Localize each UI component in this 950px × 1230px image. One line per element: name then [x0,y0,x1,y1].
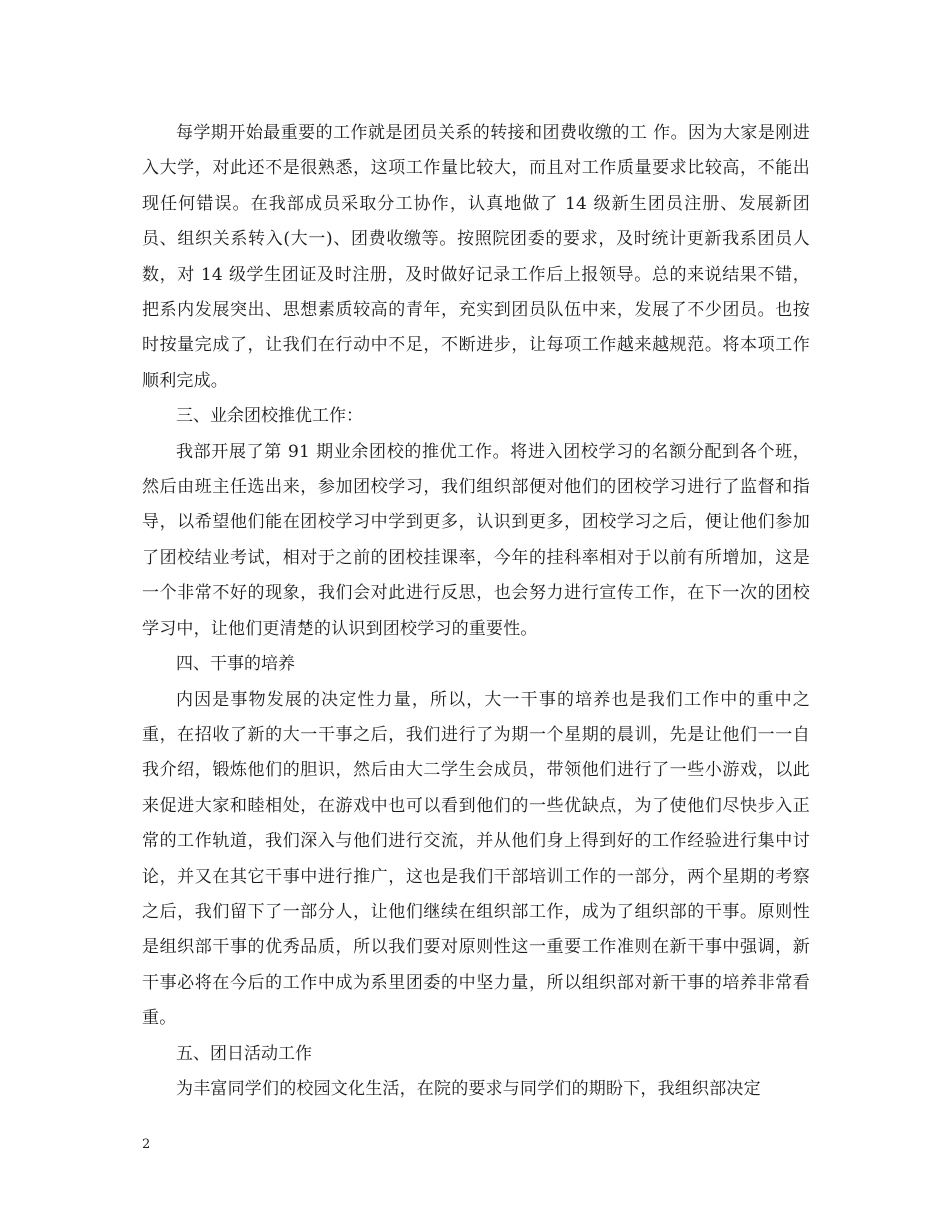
section-heading-5: 五、团日活动工作 [176,1043,312,1064]
section-heading-4: 四、干事的培养 [176,654,295,675]
section-heading-3: 三、业余团校推优工作： [176,406,363,427]
paragraph-party-school: 我部开展了第 91 期业余团校的推优工作。将进入团校学习的名额分配到各个班，然后由班主任选出来，参加团校学习，我们组织部便对他们的团校学习进行了监督和指导，以希望他们能在团校学习中学到更多，认识到更多，团校学习之后，便让他们参加了团校结业考试，相对于之前的团校挂课率，今年的挂科率相对于以前有所增加，这是一个非常不好的现象，我们会对此进行反思，也会努力进行宣传工作，在下一次的团校学习中，让他们更清楚的认识到团校学习的重要性。 [142,441,810,639]
page-number: 2 [142,1137,151,1152]
paragraph-membership-transfer: 每学期开始最重要的工作就是团员关系的转接和团费收缴的工 作。因为大家是刚进入大学，对此还不是很熟悉，这项工作量比较大，而且对工作质量要求比较高，不能出现任何错误。在我部成员采取分工协作，认真地做了 14 级新生团员注册、发展新团员、组织关系转入(大一)、团费收缴等。按照院团委的要求，及时统计更新我系团员人数，对 14 级学生团证及时注册，及时做好记录工作后上报领导。总的来说结果不错，把系内发展突出、思想素质较高的青年，充实到团员队伍中来，发展了不少团员。也按时按量完成了，让我们在行动中不足，不断进步，让每项工作越来越规范。将本项工作顺利完成。 [142,123,810,391]
document-body [142,116,810,1107]
paragraph-staff-training: 内因是事物发展的决定性力量，所以，大一干事的培养也是我们工作中的重中之重，在招收了新的大一干事之后，我们进行了为期一个星期的晨训，先是让他们一一自我介绍，锻炼他们的胆识，然后由大二学生会成员，带领他们进行了一些小游戏，以此来促进大家和睦相处，在游戏中也可以看到他们的一些优缺点，为了使他们尽快步入正常的工作轨道，我们深入与他们进行交流，并从他们身上得到好的工作经验进行集中讨论，并又在其它干事中进行推广，这也是我们干部培训工作的一部分，两个星期的考察之后，我们留下了一部分人，让他们继续在组织部工作，成为了组织部的干事。原则性是组织部干事的优秀品质，所以我们要对原则性这一重要工作准则在新干事中强调，新干事必将在今后的工作中成为系里团委的中坚力量，所以组织部对新干事的培养非常看重。 [142,689,810,1029]
paragraph-league-day: 为丰富同学们的校园文化生活，在院的要求与同学们的期盼下，我组织部决定 [176,1078,761,1099]
